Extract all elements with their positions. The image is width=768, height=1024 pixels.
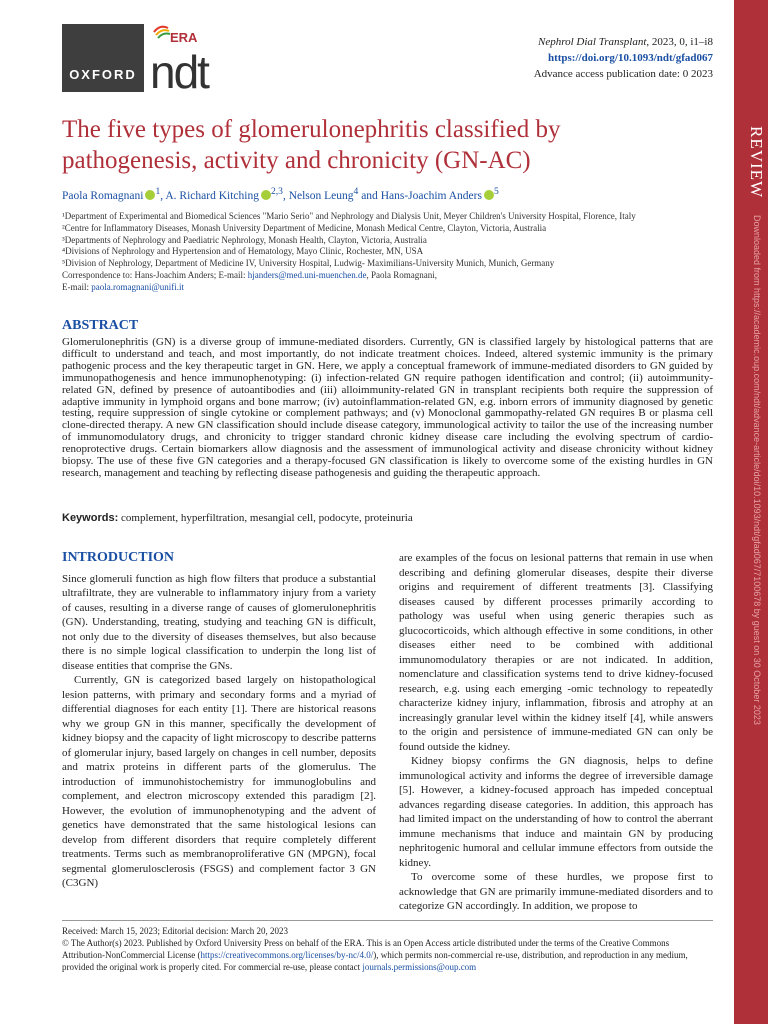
affiliation-item: ⁵Division of Nephrology, Department of Medicine IV, University Hospital, Ludwig- Maximilians-University Munich, Munich, Germany <box>62 258 555 269</box>
license-link[interactable]: https://creativecommons.org/licenses/by-nc/4.0/ <box>200 950 374 960</box>
author-affil-sup: 1 <box>155 186 161 197</box>
body-paragraph: Since glomeruli function as high flow filters that produce a substantial ultrafiltrate, they are vulnerable to inflammatory injury from a variety of causes, resulting in a diverse range of causes of glomerulonephritis (GN). Understanding, treating, studying and teaching GN is difficult, not only due to the diversity of diseases themselves, but also because there is no simple logical classification to underpin the long list of disease entities that comprise the GNs. <box>62 572 376 672</box>
email-link[interactable]: paola.romagnani@unifi.it <box>91 281 185 292</box>
era-logo-text: ERA <box>170 30 198 45</box>
affiliation-item: ¹Department of Experimental and Biomedical Sciences "Mario Serio" and Nephrology and Dialysis Unit, Meyer Children's University Hospital, Florence, Italy <box>62 211 636 221</box>
keywords-text: complement, hyperfiltration, mesangial cell, podocyte, proteinuria <box>118 512 413 524</box>
affiliation-item: ⁴Divisions of Nephrology and Hypertension and of Hematology, Mayo Clinic, Rochester, MN, USA <box>62 246 424 257</box>
author-name[interactable]: Nelson Leung <box>288 189 354 202</box>
body-paragraph: To overcome some of these hurdles, we propose first to acknowledge that GN are primarily immune-mediated disorders and to categorize GN accordingly. In addition, we propose to <box>399 871 713 912</box>
correspondence <box>62 270 702 282</box>
body-column-left <box>62 551 376 891</box>
author-name[interactable]: A. Richard Kitching <box>165 189 259 202</box>
review-label: REVIEW <box>747 125 766 199</box>
license-part: © The Author(s) 2023. Published by Oxford University Press on behalf of the ERA. This is an Open Access article distributed under the terms of the Creative Commons Attribution-NonCommercial License ( <box>62 938 670 960</box>
email-link[interactable]: hjanders@med.uni-muenchen.de <box>247 269 367 280</box>
ndt-era-logo <box>150 22 228 94</box>
abstract-text: Glomerulonephritis (GN) is a diverse group of immune-mediated disorders. Currently, GN is classified largely by histological patterns that are difficult to understand and teach, and most importantly, do not indicate treatment choices. Indeed, altered systemic immunity is the primary pathogenic process and the key therapeutic target in GN. Here, we apply a conceptual framework of immune-mediated disorders to GN guided by immunopathogenesis and hence immunophenotyping: (i) infection-related GN require pathogen identification and control; (ii) autoimmunity-related GN, defined by presence of autoantibodies and (iii) alloimmunity-related GN in transplant recipients both require the suppression of adaptive immunity in lymphoid organs and bone marrow; (iv) autoinflammation-related GN, e.g. inborn errors of immunity diagnosed by genetic testing, require suppression of single cytokine or complement pathways; and (v) Monoclonal gammopathy-related GN requires B or plasma cell clone-directed therapy. A new GN classification should include disease category, immunological activity to tailor the use of the increasing number of immunomodulatory drugs, and chronicity to trigger standard chronic kidney disease care including the evolving spectrum of cardio-renoprotective drugs. Certain biomarkers allow diagnosis and the assessment of immunological activity and disease chronicity without kidney biopsy. The use of these five GN categories and a therapy-focused GN classification is likely to overcome some of the existing hurdles in GN research, management and teaching by reflecting disease pathogenesis and guiding the therapeutic approach. <box>62 336 713 479</box>
review-sidebar <box>734 0 768 1024</box>
keywords <box>62 512 413 524</box>
author-separator: and <box>358 189 381 202</box>
author-separator: , <box>160 189 166 202</box>
ndt-logo-text: ndt <box>150 46 208 94</box>
author-separator: , <box>282 189 289 202</box>
orcid-icon[interactable] <box>145 190 155 200</box>
journal-citation: , 2023, 0, i1–i8 <box>646 36 713 48</box>
license-part: ), which permits non-commercial re-use, distribution, and reproduction in any medium, provided the original work is properly cited. For commercial re-use, please contact <box>62 950 688 972</box>
journal-name: Nephrol Dial Transplant <box>537 36 647 48</box>
body-column-right <box>399 551 713 914</box>
correspondence-prefix: E-mail: <box>62 281 92 292</box>
body-paragraph: Kidney biopsy confirms the GN diagnosis, helps to define immunological activity and informs the degree of irreversible damage [5]. However, a kidney-focused approach has impeded conceptual advances regarding disease categories. In addition, this approach has had limited impact on the understanding of how to control the aberrant immune mechanisms that induce and maintain GN by producing nephritogenic humoral and cellular immune effectors from outside the kidney. <box>399 755 713 869</box>
permissions-email-link[interactable]: journals.permissions@oup.com <box>362 962 477 972</box>
abstract-heading: ABSTRACT <box>62 318 139 333</box>
affiliations <box>62 211 702 294</box>
body-paragraph: Currently, GN is categorized based largely on histopathological lesion patterns, with primary and secondary forms and a myriad of differential diagnoses for each entity [1]. There are historical reasons why we group GN in this manner, specifically the development of kidney biopsy and the capacity of light microscopy to describe patterns of glomerular injury, based largely on changes in cell number, deposits and matrix proteins in different parts of the glomerulus. The introduction of immunohistochemistry for immunoglobulins and complement, and electron microscopy extended this paradigm [2]. However, the evolution of immunophenotyping and the advent of genetics have demonstrated that the same histological lesions can develop from different disorders that require completely different treatments. Terms such as membranoproliferative GN (MPGN), focal segmental glomerulosclerosis (FSGS) and complement factor 3 GN (C3GN) <box>62 674 376 889</box>
author-affil-sup: 5 <box>493 186 499 197</box>
affiliation-item: ²Centre for Inflammatory Diseases, Monash University Department of Medicine, Monash Medical Centre, Clayton, Victoria, Australia <box>62 222 547 233</box>
license-text <box>62 937 713 973</box>
received-dates: Received: March 15, 2023; Editorial decision: March 20, 2023 <box>62 926 288 936</box>
article-title: The five types of glomerulonephritis classified by pathogenesis, activity and chronicity (GN-AC) <box>62 116 561 174</box>
orcid-icon[interactable] <box>484 190 494 200</box>
keywords-label: Keywords: <box>62 512 119 524</box>
affiliation-item: ³Departments of Nephrology and Paediatric Nephrology, Monash Health, Clayton, Victoria, Australia <box>62 234 427 245</box>
advance-access-date: Advance access publication date: 0 2023 <box>533 68 713 80</box>
correspondence-email <box>62 282 702 294</box>
download-note: Downloaded from https://academic.oup.com/ndt/advance-article/doi/10.1093/ndt/gfad067/7100678 by guest on 30 October 2023 <box>752 215 762 725</box>
author-list <box>62 186 499 202</box>
footer <box>62 925 713 973</box>
correspondence-mid: , Paola Romagnani, <box>366 269 437 280</box>
body-paragraph: are examples of the focus on lesional patterns that remain in use when describing and defining glomerular diseases, despite their diverse origins and requirement of different treatments [3]. Classifying diseases caused by different processes primarily according to pathology was useful when using generic therapies such as glucocorticoids, which although effective in some conditions, in other diseases either need to be combined with additional immunomodulatory therapies or are not indicated. In addition, nomenclature and classification systems tend to drive kidney-focused research, e.g. using each emerging -omic technology to repeatedly characterize kidney injury, inflammation, fibrosis and atrophy at an increasingly granular level within the kidney itself [4], while answers to the origin and persistence of immune-mediated GN can only be found outside the kidney. <box>399 552 713 753</box>
oxford-logo <box>62 24 144 92</box>
journal-meta <box>534 34 713 82</box>
footer-divider <box>62 920 713 921</box>
author-name[interactable]: Hans-Joachim Anders <box>380 189 482 202</box>
oxford-logo-text: OXFORD <box>69 67 137 82</box>
author-affil-sup: 2,3 <box>270 186 283 197</box>
author-name[interactable]: Paola Romagnani <box>62 189 144 202</box>
introduction-heading: INTRODUCTION <box>62 550 175 565</box>
doi-link[interactable]: https://doi.org/10.1093/ndt/gfad067 <box>547 52 713 64</box>
correspondence-prefix: Correspondence to: Hans-Joachim Anders; E-mail: <box>62 269 248 280</box>
author-affil-sup: 4 <box>353 186 359 197</box>
orcid-icon[interactable] <box>261 190 271 200</box>
